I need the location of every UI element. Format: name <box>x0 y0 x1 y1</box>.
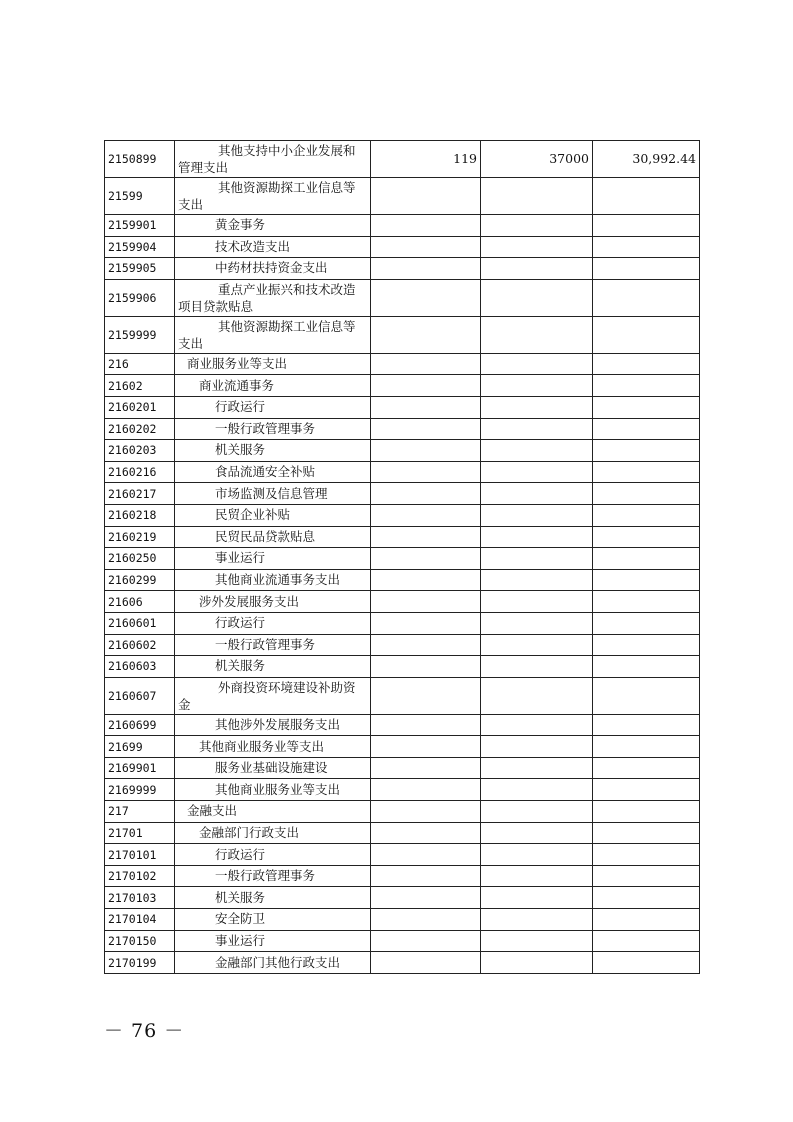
code-cell: 2160216 <box>105 461 175 483</box>
table-row <box>105 952 700 974</box>
name-cell: 技术改造支出 <box>175 236 371 258</box>
code-cell: 2160201 <box>105 396 175 418</box>
value-cell-2 <box>481 353 593 375</box>
code-cell: 2160203 <box>105 440 175 462</box>
table-row <box>105 461 700 483</box>
value-cell-3 <box>593 548 700 570</box>
code-cell: 2160607 <box>105 677 175 714</box>
name-cell: 行政运行 <box>175 396 371 418</box>
name-cell: 民贸企业补贴 <box>175 504 371 526</box>
value-cell-3 <box>593 757 700 779</box>
table-row <box>105 930 700 952</box>
name-cell: 机关服务 <box>175 440 371 462</box>
value-cell-1 <box>371 215 481 237</box>
name-cell: 机关服务 <box>175 887 371 909</box>
table-row <box>105 656 700 678</box>
table-row <box>105 440 700 462</box>
value-cell-3 <box>593 736 700 758</box>
value-cell-2 <box>481 736 593 758</box>
code-cell: 2170199 <box>105 952 175 974</box>
value-cell-1 <box>371 634 481 656</box>
name-cell: 商业流通事务 <box>175 375 371 397</box>
name-cell: 食品流通安全补贴 <box>175 461 371 483</box>
name-cell: 行政运行 <box>175 844 371 866</box>
code-cell: 2160219 <box>105 526 175 548</box>
value-cell-2 <box>481 822 593 844</box>
name-cell: 其他支持中小企业发展和管理支出 <box>175 141 371 178</box>
name-cell: 安全防卫 <box>175 909 371 931</box>
code-cell: 21699 <box>105 736 175 758</box>
name-cell: 其他资源勘探工业信息等支出 <box>175 178 371 215</box>
table-row <box>105 887 700 909</box>
value-cell-1 <box>371 440 481 462</box>
name-cell: 中药材扶持资金支出 <box>175 258 371 280</box>
value-cell-1 <box>371 677 481 714</box>
value-cell-3 <box>593 461 700 483</box>
table-row <box>105 375 700 397</box>
table-row <box>105 178 700 215</box>
value-cell-3 <box>593 844 700 866</box>
value-cell-2 <box>481 396 593 418</box>
code-cell: 2170104 <box>105 909 175 931</box>
code-cell: 21606 <box>105 591 175 613</box>
table-row <box>105 548 700 570</box>
value-cell-1 <box>371 353 481 375</box>
code-cell: 2159999 <box>105 316 175 353</box>
value-cell-2 <box>481 677 593 714</box>
value-cell-3 <box>593 952 700 974</box>
value-cell-1 <box>371 801 481 823</box>
table-row <box>105 569 700 591</box>
value-cell-1 <box>371 779 481 801</box>
name-cell: 金融支出 <box>175 801 371 823</box>
value-cell-3 <box>593 930 700 952</box>
value-cell-1 <box>371 952 481 974</box>
name-cell: 行政运行 <box>175 612 371 634</box>
value-cell-1 <box>371 526 481 548</box>
code-cell: 2169999 <box>105 779 175 801</box>
value-cell-1 <box>371 279 481 316</box>
value-cell-2 <box>481 279 593 316</box>
value-cell-1 <box>371 483 481 505</box>
value-cell-2 <box>481 930 593 952</box>
name-cell: 其他商业服务业等支出 <box>175 779 371 801</box>
value-cell-2 <box>481 909 593 931</box>
value-cell-1 <box>371 887 481 909</box>
name-cell: 机关服务 <box>175 656 371 678</box>
name-cell: 商业服务业等支出 <box>175 353 371 375</box>
value-cell-3 <box>593 822 700 844</box>
value-cell-3 <box>593 865 700 887</box>
value-cell-3 <box>593 887 700 909</box>
value-cell-1 <box>371 178 481 215</box>
page-number: － 76 － <box>104 1020 185 1042</box>
table-row <box>105 258 700 280</box>
value-cell-2 <box>481 569 593 591</box>
name-cell: 市场监测及信息管理 <box>175 483 371 505</box>
code-cell: 2160699 <box>105 714 175 736</box>
value-cell-3 <box>593 279 700 316</box>
table-row <box>105 844 700 866</box>
value-cell-3 <box>593 215 700 237</box>
name-cell: 民贸民品贷款贴息 <box>175 526 371 548</box>
table-row <box>105 141 700 178</box>
value-cell-2 <box>481 548 593 570</box>
value-cell-3: 30,992.44 <box>593 141 700 178</box>
name-cell: 其他涉外发展服务支出 <box>175 714 371 736</box>
value-cell-3 <box>593 375 700 397</box>
name-cell: 其他商业流通事务支出 <box>175 569 371 591</box>
value-cell-2 <box>481 178 593 215</box>
value-cell-2 <box>481 440 593 462</box>
value-cell-2 <box>481 215 593 237</box>
name-cell: 服务业基础设施建设 <box>175 757 371 779</box>
value-cell-2 <box>481 865 593 887</box>
value-cell-1 <box>371 569 481 591</box>
value-cell-2 <box>481 591 593 613</box>
code-cell: 2159906 <box>105 279 175 316</box>
table-row <box>105 316 700 353</box>
value-cell-1 <box>371 656 481 678</box>
value-cell-2 <box>481 801 593 823</box>
value-cell-1 <box>371 504 481 526</box>
table-row <box>105 677 700 714</box>
value-cell-2 <box>481 887 593 909</box>
value-cell-3 <box>593 316 700 353</box>
value-cell-3 <box>593 909 700 931</box>
code-cell: 2159904 <box>105 236 175 258</box>
value-cell-3 <box>593 396 700 418</box>
name-cell: 事业运行 <box>175 548 371 570</box>
name-cell: 金融部门其他行政支出 <box>175 952 371 974</box>
code-cell: 2169901 <box>105 757 175 779</box>
name-cell: 其他资源勘探工业信息等支出 <box>175 316 371 353</box>
value-cell-2 <box>481 779 593 801</box>
value-cell-1 <box>371 736 481 758</box>
value-cell-2 <box>481 634 593 656</box>
value-cell-2 <box>481 258 593 280</box>
value-cell-1 <box>371 548 481 570</box>
value-cell-3 <box>593 801 700 823</box>
table-row <box>105 714 700 736</box>
code-cell: 2160202 <box>105 418 175 440</box>
name-cell: 金融部门行政支出 <box>175 822 371 844</box>
table-row <box>105 483 700 505</box>
code-cell: 2170103 <box>105 887 175 909</box>
table-row <box>105 822 700 844</box>
value-cell-1 <box>371 757 481 779</box>
value-cell-1 <box>371 930 481 952</box>
value-cell-2 <box>481 461 593 483</box>
name-cell: 涉外发展服务支出 <box>175 591 371 613</box>
table-row <box>105 634 700 656</box>
value-cell-1 <box>371 714 481 736</box>
code-cell: 2170101 <box>105 844 175 866</box>
value-cell-3 <box>593 677 700 714</box>
code-cell: 21599 <box>105 178 175 215</box>
value-cell-2 <box>481 418 593 440</box>
value-cell-1 <box>371 396 481 418</box>
value-cell-3 <box>593 526 700 548</box>
name-cell: 黄金事务 <box>175 215 371 237</box>
table-row <box>105 215 700 237</box>
value-cell-3 <box>593 569 700 591</box>
value-cell-3 <box>593 236 700 258</box>
value-cell-1 <box>371 865 481 887</box>
value-cell-3 <box>593 714 700 736</box>
value-cell-3 <box>593 591 700 613</box>
value-cell-2 <box>481 656 593 678</box>
table-row <box>105 591 700 613</box>
value-cell-3 <box>593 612 700 634</box>
value-cell-2 <box>481 483 593 505</box>
code-cell: 216 <box>105 353 175 375</box>
name-cell: 其他商业服务业等支出 <box>175 736 371 758</box>
value-cell-2 <box>481 844 593 866</box>
value-cell-1 <box>371 612 481 634</box>
table-row <box>105 504 700 526</box>
value-cell-2 <box>481 236 593 258</box>
table-row <box>105 801 700 823</box>
table-row <box>105 909 700 931</box>
table-row <box>105 757 700 779</box>
value-cell-3 <box>593 258 700 280</box>
value-cell-1 <box>371 258 481 280</box>
table-row <box>105 779 700 801</box>
value-cell-3 <box>593 656 700 678</box>
code-cell: 2160602 <box>105 634 175 656</box>
value-cell-2 <box>481 714 593 736</box>
value-cell-3 <box>593 178 700 215</box>
table-row <box>105 612 700 634</box>
code-cell: 2170150 <box>105 930 175 952</box>
budget-table-body <box>105 141 700 974</box>
budget-table <box>104 140 700 974</box>
value-cell-3 <box>593 634 700 656</box>
value-cell-3 <box>593 483 700 505</box>
table-row <box>105 865 700 887</box>
table-row <box>105 526 700 548</box>
value-cell-1 <box>371 316 481 353</box>
value-cell-3 <box>593 440 700 462</box>
value-cell-3 <box>593 779 700 801</box>
value-cell-2 <box>481 504 593 526</box>
code-cell: 2160218 <box>105 504 175 526</box>
code-cell: 217 <box>105 801 175 823</box>
value-cell-1 <box>371 844 481 866</box>
code-cell: 2159901 <box>105 215 175 237</box>
code-cell: 2159905 <box>105 258 175 280</box>
value-cell-3 <box>593 353 700 375</box>
code-cell: 2160299 <box>105 569 175 591</box>
value-cell-2 <box>481 526 593 548</box>
value-cell-1 <box>371 375 481 397</box>
table-row <box>105 418 700 440</box>
table-row <box>105 736 700 758</box>
code-cell: 2170102 <box>105 865 175 887</box>
value-cell-2 <box>481 757 593 779</box>
value-cell-1: 119 <box>371 141 481 178</box>
code-cell: 2160601 <box>105 612 175 634</box>
name-cell: 一般行政管理事务 <box>175 865 371 887</box>
value-cell-1 <box>371 909 481 931</box>
table-row <box>105 279 700 316</box>
code-cell: 21602 <box>105 375 175 397</box>
code-cell: 21701 <box>105 822 175 844</box>
table-row <box>105 236 700 258</box>
value-cell-3 <box>593 418 700 440</box>
code-cell: 2160217 <box>105 483 175 505</box>
code-cell: 2160603 <box>105 656 175 678</box>
value-cell-1 <box>371 461 481 483</box>
name-cell: 事业运行 <box>175 930 371 952</box>
value-cell-1 <box>371 591 481 613</box>
value-cell-1 <box>371 236 481 258</box>
value-cell-1 <box>371 822 481 844</box>
value-cell-2: 37000 <box>481 141 593 178</box>
value-cell-2 <box>481 612 593 634</box>
table-row <box>105 353 700 375</box>
code-cell: 2160250 <box>105 548 175 570</box>
code-cell: 2150899 <box>105 141 175 178</box>
name-cell: 重点产业振兴和技术改造项目贷款贴息 <box>175 279 371 316</box>
value-cell-2 <box>481 375 593 397</box>
value-cell-2 <box>481 316 593 353</box>
value-cell-3 <box>593 504 700 526</box>
table-row <box>105 396 700 418</box>
value-cell-1 <box>371 418 481 440</box>
name-cell: 一般行政管理事务 <box>175 634 371 656</box>
value-cell-2 <box>481 952 593 974</box>
name-cell: 外商投资环境建设补助资金 <box>175 677 371 714</box>
name-cell: 一般行政管理事务 <box>175 418 371 440</box>
